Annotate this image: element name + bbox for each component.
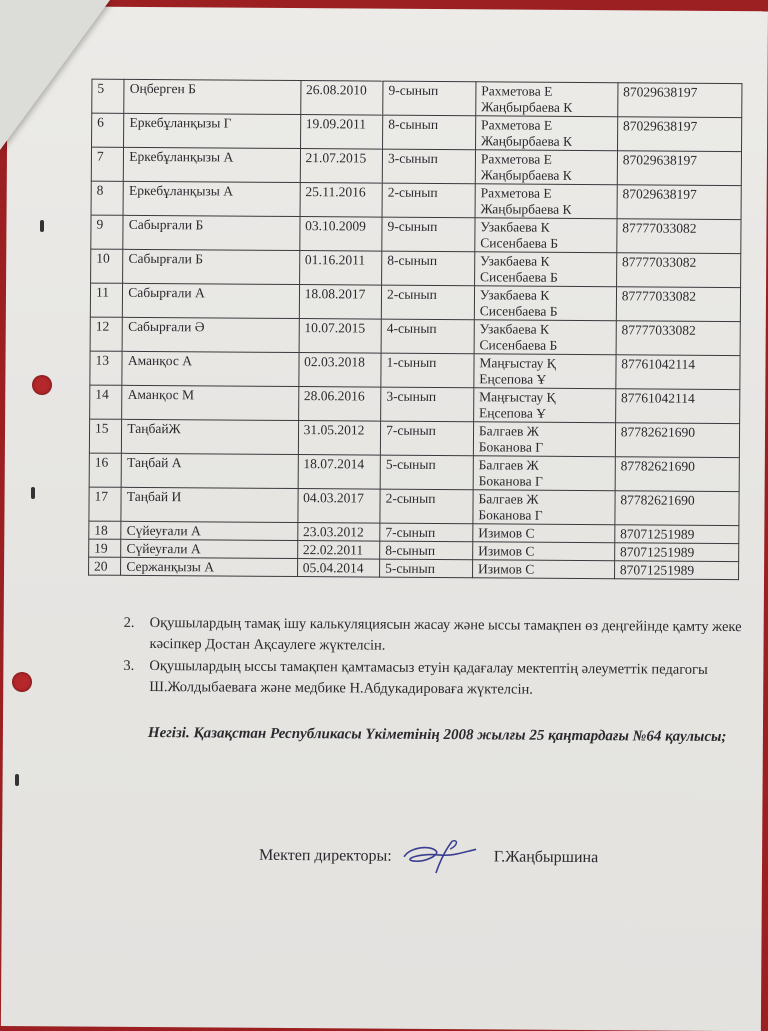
parent-1: Балгаев Ж (478, 491, 539, 507)
student-name: Еркебұланқызы Г (124, 113, 301, 148)
birth-date: 10.07.2015 (299, 319, 382, 354)
parent-1: Маңғыстау Қ (479, 389, 556, 405)
row-number: 18 (89, 521, 121, 539)
birth-date: 04.03.2017 (298, 489, 381, 524)
row-number: 14 (90, 385, 123, 419)
row-number: 12 (90, 317, 123, 351)
phone-number: 87761042114 (615, 389, 739, 424)
student-name: Сүйеуғали А (121, 539, 297, 558)
phone-number: 87029638197 (618, 83, 742, 118)
birth-date: 19.09.2011 (300, 115, 383, 150)
grade: 7-сынып (380, 421, 473, 456)
birth-date: 18.08.2017 (299, 285, 382, 320)
table-row (92, 113, 742, 152)
table-row (89, 487, 739, 526)
phone-number: 87071251989 (614, 561, 738, 580)
student-name: Сабырғали Ә (122, 317, 299, 352)
parents (473, 422, 615, 457)
parent-1: Балгаев Ж (478, 457, 539, 473)
birth-date: 21.07.2015 (300, 149, 383, 184)
parents (474, 286, 616, 321)
parents (476, 82, 618, 117)
row-number: 6 (92, 113, 125, 147)
phone-number: 87029638197 (617, 151, 741, 186)
phone-number: 87777033082 (616, 321, 740, 356)
parent-2: Еңсепова Ұ (479, 371, 547, 387)
student-name: ТаңбайЖ (122, 419, 299, 454)
birth-date: 01.16.2011 (299, 251, 382, 286)
phone-number: 87777033082 (616, 287, 740, 322)
phone-number: 87761042114 (616, 355, 740, 390)
parent-2: Жаңбырбаева К (481, 99, 573, 115)
phone-number: 87029638197 (617, 185, 741, 220)
binder-hole (12, 672, 32, 692)
parent-1: Рахметова Е (481, 83, 553, 99)
parents (475, 150, 617, 185)
table-row (90, 317, 740, 356)
grade: 4-сынып (381, 319, 474, 354)
parent-1: Изимов С (477, 561, 535, 577)
signature-icon (400, 839, 480, 876)
parents (474, 388, 616, 423)
parent-1: Узакбаева К (479, 321, 550, 337)
parent-1: Маңғыстау Қ (479, 355, 556, 371)
parent-1: Узакбаева К (479, 287, 550, 303)
grade: 2-сынып (381, 285, 474, 320)
row-number: 15 (89, 419, 122, 453)
parent-2: Сисенбаева Б (479, 337, 558, 353)
item-number: 3. (123, 657, 135, 674)
table-row (91, 215, 741, 254)
phone-number: 87782621690 (615, 457, 739, 492)
birth-date: 22.02.2011 (297, 541, 380, 560)
phone-number: 87071251989 (615, 525, 739, 544)
binder-hole (32, 375, 52, 395)
grade: 9-сынып (383, 81, 476, 116)
staple-mark (31, 487, 35, 499)
student-name: Аманқос М (122, 385, 299, 420)
table-row (90, 351, 740, 390)
student-name: Аманқос А (122, 351, 299, 386)
birth-date: 23.03.2012 (297, 523, 380, 542)
parents (473, 490, 615, 525)
director-name: Г.Жаңбыршина (493, 848, 599, 867)
document-page (1, 6, 768, 1031)
parent-2: Еңсепова Ұ (479, 405, 547, 421)
parent-1: Рахметова Е (480, 151, 552, 167)
student-name: Сабырғали А (123, 283, 300, 318)
staple-mark (15, 774, 19, 786)
row-number: 11 (90, 283, 123, 317)
parents (473, 524, 615, 543)
table-row (89, 557, 739, 580)
grade: 3-сынып (382, 149, 475, 184)
item-text: Оқушылардың ыссы тамақпен қамтамасыз етуін қадағалау мектептің әлеуметтік педагогы Ш.Жолдыбаеваға және медбике Н.Абдукадироваға жүктелсін. (149, 658, 708, 698)
parent-2: Боканова Г (478, 439, 544, 455)
grade: 8-сынып (382, 251, 475, 286)
row-number: 9 (91, 215, 124, 249)
birth-date: 03.10.2009 (299, 217, 382, 252)
phone-number: 87071251989 (614, 543, 738, 562)
parent-2: Жаңбырбаева К (480, 201, 572, 217)
grade: 2-сынып (380, 489, 473, 524)
row-number: 10 (91, 249, 124, 283)
parents (474, 320, 616, 355)
parents (474, 354, 616, 389)
student-name: Сабырғали Б (123, 249, 300, 284)
birth-date: 28.06.2016 (298, 387, 381, 422)
grade: 2-сынып (382, 183, 475, 218)
parent-2: Боканова Г (478, 473, 543, 489)
grade: 7-сынып (380, 523, 473, 542)
signature-label: Мектеп директоры: (259, 846, 392, 865)
student-name: Еркебұланқызы А (124, 147, 301, 182)
parents (472, 560, 614, 579)
student-name: Сержанқызы А (121, 557, 297, 576)
folded-page-corner (0, 0, 110, 150)
grade: 8-сынып (383, 115, 476, 150)
phone-number: 87782621690 (615, 423, 739, 458)
birth-date: 05.04.2014 (297, 559, 380, 578)
parent-2: Боканова Г (478, 507, 543, 523)
student-name: Еркебұланқызы А (123, 181, 300, 216)
student-name: Таңбай А (121, 453, 298, 488)
order-item-2 (123, 613, 743, 659)
phone-number: 87777033082 (616, 253, 740, 288)
student-name: Сабырғали Б (123, 215, 300, 250)
row-number: 16 (89, 453, 122, 487)
parents (473, 456, 615, 491)
phone-number: 87782621690 (615, 491, 739, 526)
student-name: Сүйеуғали А (121, 521, 297, 540)
item-text: Оқушылардың тамақ ішу калькуляциясын жасау және ыссы тамақпен өз деңгейінде қамту жеке кәсіпкер Достан Ақсаулеге жүктелсін. (149, 615, 742, 654)
parent-1: Изимов С (478, 525, 535, 541)
parent-1: Узакбаева К (480, 253, 550, 269)
birth-date: 02.03.2018 (298, 353, 381, 388)
parent-1: Изимов С (478, 543, 535, 559)
student-name: Таңбай И (121, 487, 298, 522)
parent-1: Балгаев Ж (478, 423, 539, 439)
grade: 3-сынып (381, 387, 474, 422)
parent-1: Узакбаева К (480, 219, 550, 235)
phone-number: 87029638197 (617, 117, 741, 152)
parents (475, 116, 617, 151)
parent-2: Жаңбырбаева К (480, 133, 573, 149)
table-row (89, 419, 739, 458)
row-number: 19 (89, 539, 121, 557)
item-number: 2. (123, 614, 135, 631)
grade: 1-сынып (381, 353, 474, 388)
parent-2: Сисенбаева Б (479, 269, 558, 285)
row-number: 7 (91, 147, 124, 181)
phone-number: 87777033082 (617, 219, 741, 254)
row-number: 13 (90, 351, 123, 385)
table-row (91, 181, 741, 220)
signature-block (259, 838, 598, 876)
parent-2: Сисенбаева Б (479, 303, 558, 319)
row-number: 5 (92, 79, 125, 113)
parent-2: Жаңбырбаева К (480, 167, 572, 183)
grade: 5-сынып (380, 559, 473, 578)
parents (473, 542, 615, 561)
parent-1: Рахметова Е (481, 117, 553, 133)
grade: 9-сынып (382, 217, 475, 252)
students-table (88, 79, 742, 581)
parents (475, 218, 617, 253)
table-row (90, 385, 740, 424)
parent-1: Рахметова Е (480, 185, 552, 201)
birth-date: 25.11.2016 (300, 183, 383, 218)
table-row (92, 79, 742, 118)
birth-date: 26.08.2010 (300, 81, 383, 116)
birth-date: 31.05.2012 (298, 421, 381, 456)
birth-date: 18.07.2014 (298, 455, 381, 490)
row-number: 20 (89, 557, 121, 575)
grade: 5-сынып (380, 455, 473, 490)
table-row (90, 283, 740, 322)
order-items (123, 613, 744, 703)
staple-mark (40, 220, 44, 232)
table-row (91, 249, 741, 288)
table-row (89, 453, 739, 492)
grade: 8-сынып (380, 541, 473, 560)
parent-2: Сисенбаева Б (480, 235, 559, 251)
parents (474, 252, 616, 287)
legal-basis: Негізі. Қазақстан Республикасы Үкіметінің 2008 жылғы 25 қаңтардағы №64 қаулысы; (147, 724, 727, 746)
row-number: 8 (91, 181, 124, 215)
table-row (91, 147, 741, 186)
order-item-3 (123, 656, 743, 702)
student-name: Оңберген Б (124, 79, 301, 114)
row-number: 17 (89, 487, 122, 521)
parents (475, 184, 617, 219)
